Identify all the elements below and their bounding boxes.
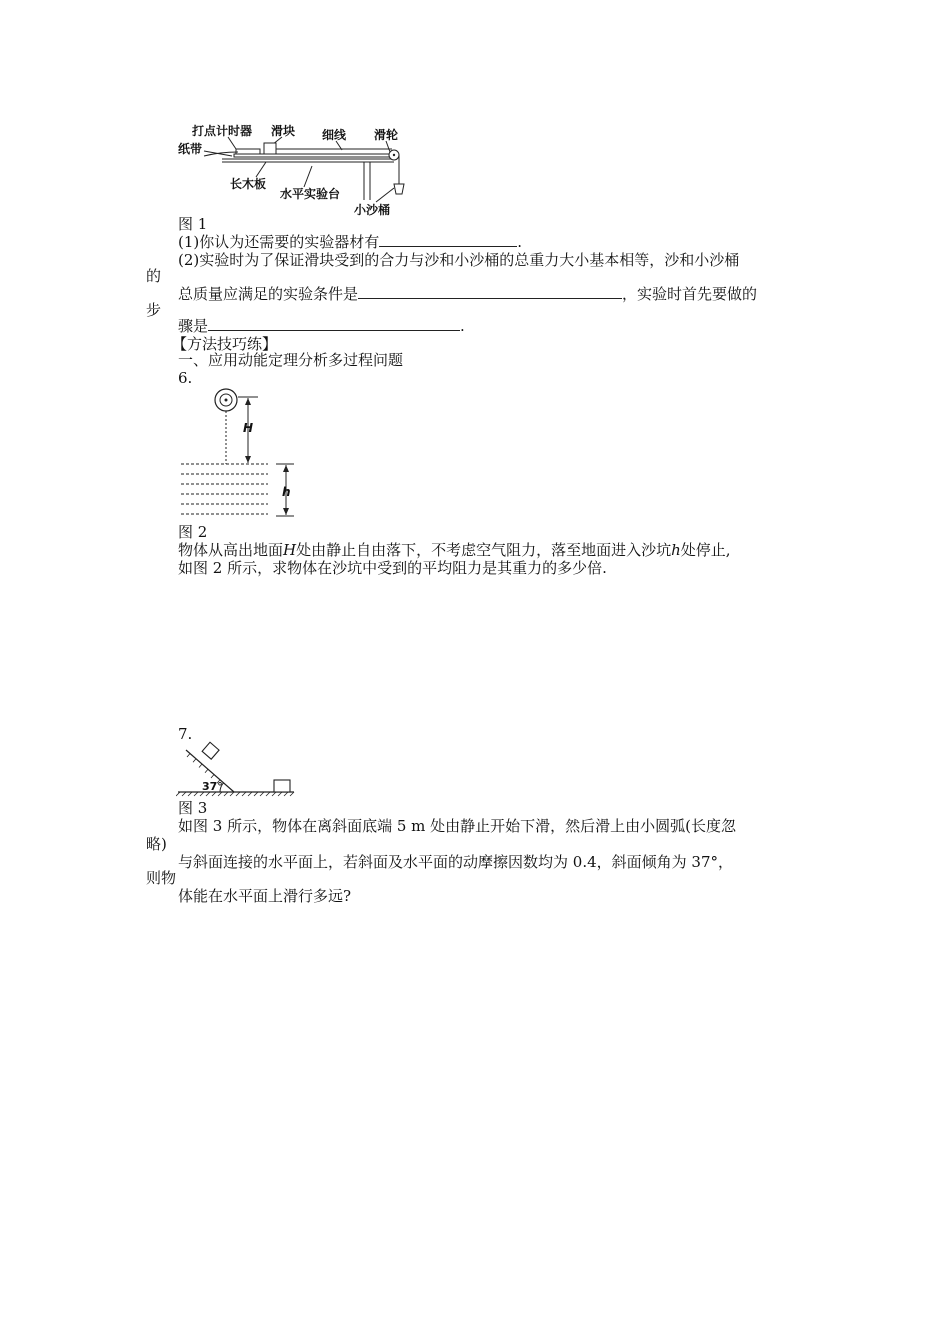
label-string: 细线 — [322, 128, 347, 142]
label-board: 长木板 — [230, 177, 267, 191]
question-2-line-2b: ，实验时首先要做的 — [622, 285, 758, 303]
label-h: h — [282, 485, 291, 499]
answer-blank-3[interactable] — [208, 316, 460, 331]
margin-text-1: 的 — [146, 267, 162, 285]
margin-text-2: 步 — [146, 301, 162, 319]
problem-7-line-3: 体能在水平面上滑行多远? — [178, 887, 352, 905]
figure-3 — [176, 740, 300, 800]
problem-6-var-h: h — [671, 541, 681, 559]
question-2-line-2 — [178, 284, 757, 304]
question-2-end: . — [460, 317, 465, 335]
label-bucket: 小沙桶 — [354, 203, 391, 217]
figure-1-diagram — [176, 122, 416, 218]
problem-7-number: 7. — [178, 725, 193, 743]
section-title: 【方法技巧练】 — [172, 335, 278, 353]
figure-3-diagram — [176, 740, 300, 800]
question-1-end: . — [517, 233, 523, 251]
problem-6-var-H: H — [283, 541, 297, 559]
answer-blank-1[interactable] — [379, 232, 517, 247]
problem-6-line-1 — [178, 540, 731, 560]
margin-text-4: 则物 — [146, 869, 177, 887]
label-timer: 打点计时器 — [192, 124, 253, 138]
question-2-line-1: (2)实验时为了保证滑块受到的合力与沙和小沙桶的总重力大小基本相等，沙和小沙桶 — [178, 251, 740, 269]
problem-6-number: 6. — [178, 369, 193, 387]
label-angle: 37° — [202, 780, 223, 793]
section-subtitle: 一、应用动能定理分析多过程问题 — [178, 351, 404, 369]
label-tape: 纸带 — [178, 142, 203, 156]
label-pulley: 滑轮 — [374, 128, 399, 142]
label-table: 水平实验台 — [280, 187, 341, 201]
problem-7-line-1: 如图 3 所示，物体在离斜面底端 5 m 处由静止开始下滑，然后滑上由小圆弧(长度忽 — [178, 817, 737, 835]
question-2-line-2a: 总质量应满足的实验条件是 — [178, 285, 359, 303]
answer-blank-2[interactable] — [358, 284, 622, 299]
problem-6-line-1e: 处停止, — [680, 541, 731, 559]
figure-1-caption: 图 1 — [178, 215, 208, 233]
label-slider: 滑块 — [271, 124, 296, 138]
figure-3-caption: 图 3 — [178, 799, 208, 817]
question-1-text: (1)你认为还需要的实验器材有 — [178, 233, 380, 251]
figure-2-diagram — [176, 386, 306, 522]
question-1 — [178, 232, 522, 252]
question-2-line-3 — [178, 316, 465, 336]
problem-6-line-1c: 处由静止自由落下，不考虑空气阻力，落至地面进入沙坑 — [296, 541, 672, 559]
problem-6-line-1a: 物体从高出地面 — [178, 541, 284, 559]
question-2-line-3a: 骤是 — [178, 317, 209, 335]
label-H: H — [243, 421, 254, 435]
figure-2-caption: 图 2 — [178, 523, 208, 541]
figure-2 — [176, 386, 306, 522]
figure-1 — [176, 122, 416, 218]
margin-text-3: 略) — [146, 835, 167, 853]
problem-7-line-2: 与斜面连接的水平面上，若斜面及水平面的动摩擦因数均为 0.4，斜面倾角为 37°， — [178, 853, 733, 871]
problem-6-line-2: 如图 2 所示，求物体在沙坑中受到的平均阻力是其重力的多少倍. — [178, 559, 607, 577]
